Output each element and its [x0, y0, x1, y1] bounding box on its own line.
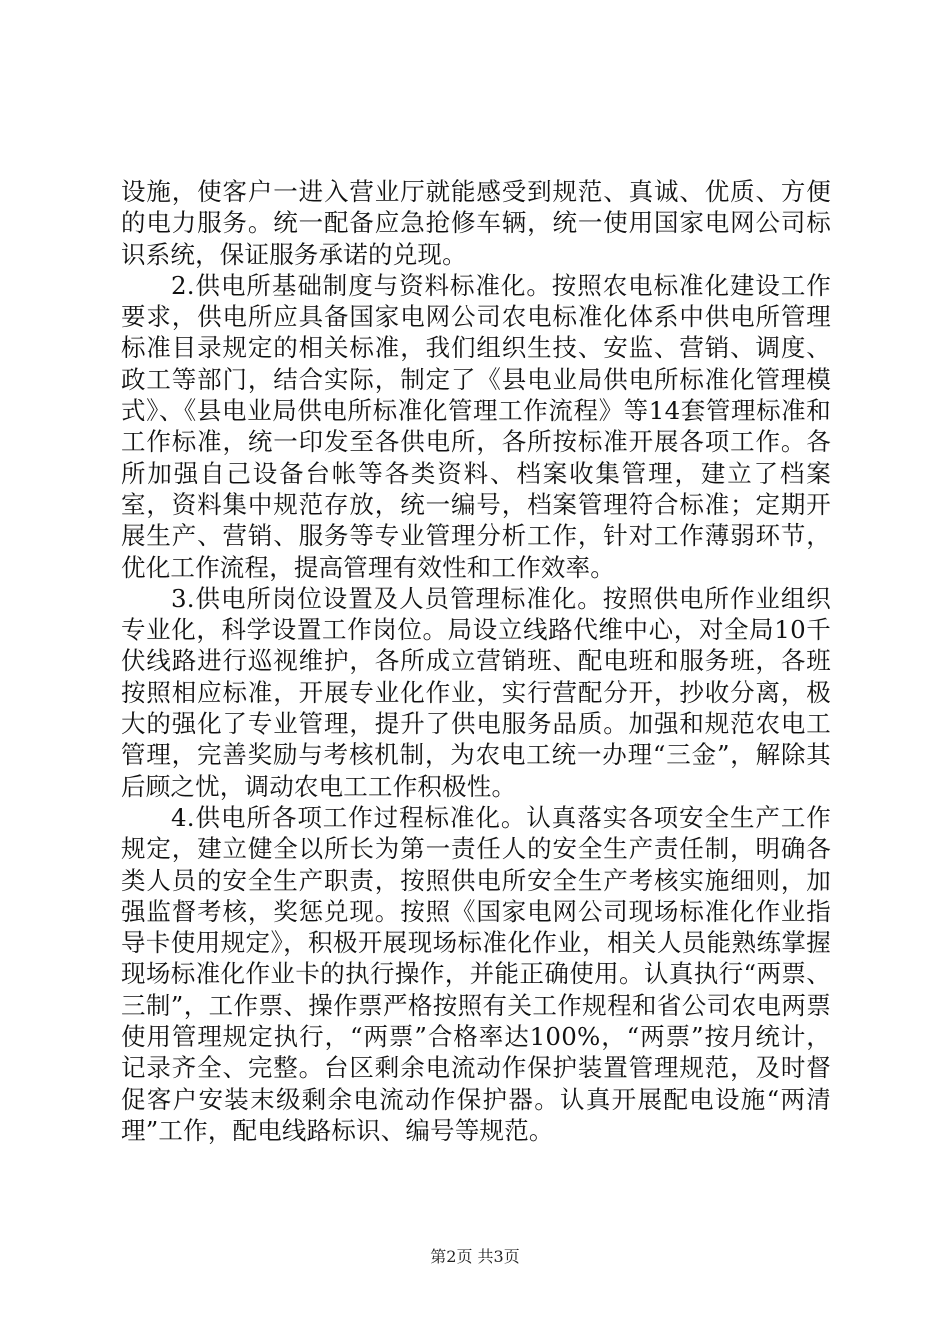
page-footer: 第2页 共3页 [430, 1247, 520, 1266]
paragraph-continuation: 设施，使客户一进入营业厅就能感受到规范、真诚、优质、方便的电力服务。统一配备应急抢修车辆，统一使用国家电网公司标识系统，保证服务承诺的兑现。 [121, 177, 831, 269]
paragraph-item-2: 2.供电所基础制度与资料标准化。按照农电标准化建设工作要求，供电所应具备国家电网公司农电标准化体系中供电所管理标准目录规定的相关标准，我们组织生技、安监、营销、调度、政工等部门，结合实际，制定了《县电业局供电所标准化管理模式》、《县电业局供电所标准化管理工作流程》等14套管理标准和工作标准，统一印发至各供电所，各所按标准开展各项工作。各所加强自己设备台帐等各类资料、档案收集管理，建立了档案室，资料集中规范存放，统一编号，档案管理符合标准；定期开展生产、营销、服务等专业管理分析工作，针对工作薄弱环节，优化工作流程，提高管理有效性和工作效率。 [121, 270, 831, 582]
document-body [121, 176, 831, 1146]
paragraph-item-3: 3.供电所岗位设置及人员管理标准化。按照供电所作业组织专业化，科学设置工作岗位。局设立线路代维中心，对全局10千伏线路进行巡视维护，各所成立营销班、配电班和服务班，各班按照相应标准，开展专业化作业，实行营配分开，抄收分离，极大的强化了专业管理，提升了供电服务品质。加强和规范农电工管理，完善奖励与考核机制，为农电工统一办理“三金”，解除其后顾之忧，调动农电工工作积极性。 [121, 583, 831, 801]
paragraph-item-4: 4.供电所各项工作过程标准化。认真落实各项安全生产工作规定，建立健全以所长为第一责任人的安全生产责任制，明确各类人员的安全生产职责，按照供电所安全生产考核实施细则，加强监督考核，奖惩兑现。按照《国家电网公司现场标准化作业指导卡使用规定》，积极开展现场标准化作业，相关人员能熟练掌握现场标准化作业卡的执行操作，并能正确使用。认真执行“两票、三制”，工作票、操作票严格按照有关工作规程和省公司农电两票使用管理规定执行，“两票”合格率达100%，“两票”按月统计，记录齐全、完整。台区剩余电流动作保护装置管理规范，及时督促客户安装末级剩余电流动作保护器。认真开展配电设施“两清理”工作，配电线路标识、编号等规范。 [121, 802, 831, 1145]
